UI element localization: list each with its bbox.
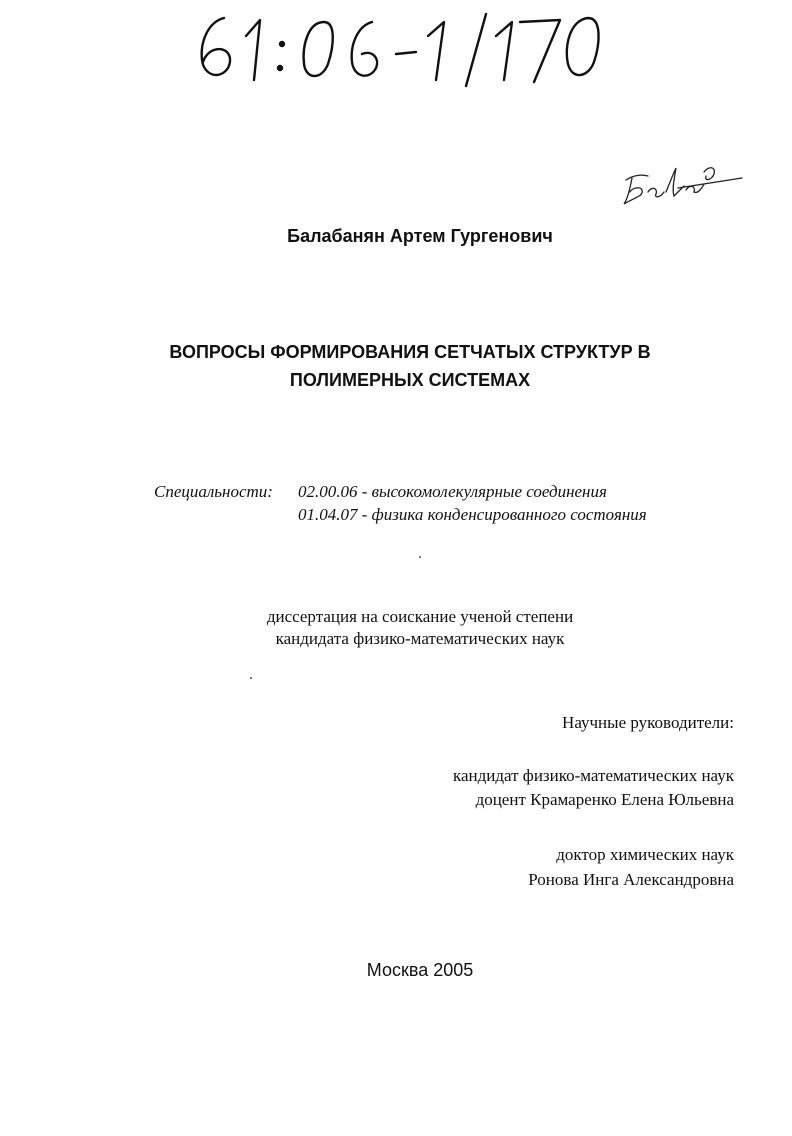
supervisor-2-name: Ронова Инга Александровна (528, 870, 734, 889)
scan-speck (250, 677, 252, 679)
supervisor-1-name: доцент Крамаренко Елена Юльевна (475, 790, 734, 809)
title-line-2: ПОЛИМЕРНЫХ СИСТЕМАХ (289, 370, 531, 390)
supervisor-2-rank: доктор химических наук (556, 845, 734, 864)
degree-line-2: кандидата физико-математических наук (275, 629, 565, 648)
supervisors-heading: Научные руководители: (562, 713, 734, 732)
dissertation-title (60, 338, 760, 394)
specialty-2: 01.04.07 - физика конденсированного состояния (298, 505, 647, 524)
specialty-1: 02.00.06 - высокомолекулярные соединения (298, 482, 607, 501)
scan-speck (419, 556, 421, 558)
author-name: Балабанян Артем Гургенович (287, 226, 553, 246)
city-year: Москва 2005 (366, 960, 474, 980)
signature-image (618, 158, 748, 217)
degree-line-1: диссертация на соискание ученой степени (266, 607, 574, 626)
handwritten-archive-number (190, 6, 620, 93)
degree-statement (0, 606, 792, 650)
title-line-1: ВОПРОСЫ ФОРМИРОВАНИЯ СЕТЧАТЫХ СТРУКТУР В (169, 342, 651, 362)
specialties-label: Специальности: (154, 482, 273, 501)
supervisor-1-rank: кандидат физико-математических наук (452, 766, 734, 785)
